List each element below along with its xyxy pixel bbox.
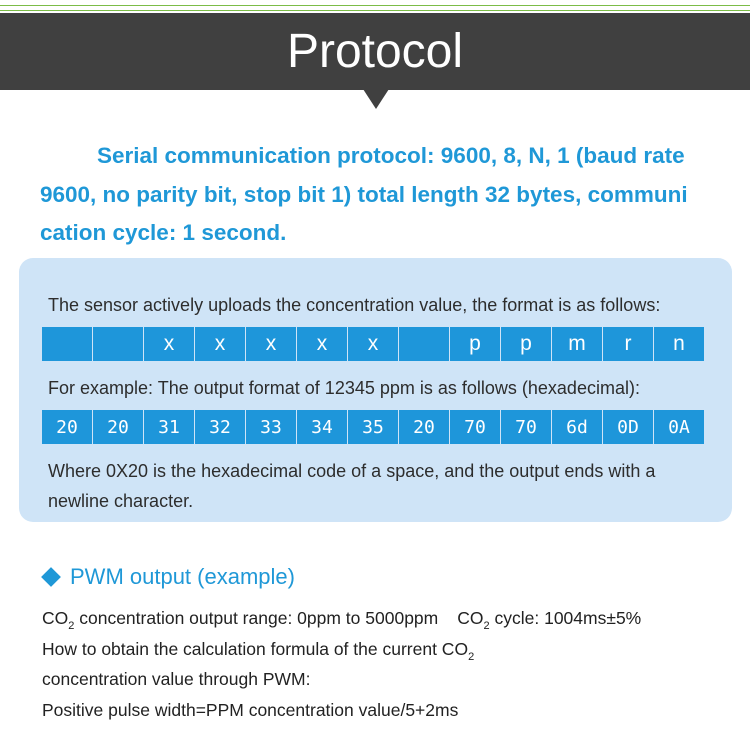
intro-line: 9600, no parity bit, stop bit 1) total length 32 bytes, communi	[40, 181, 688, 207]
cycle-text: cycle: 1004ms±5%	[489, 608, 642, 628]
example-cell: 35	[348, 410, 398, 444]
banner-pointer	[363, 89, 389, 109]
format-cell: p	[501, 327, 551, 361]
page-title: Protocol	[286, 25, 464, 78]
intro-line: cation cycle: 1 second.	[40, 220, 287, 245]
format-cell: x	[144, 327, 194, 361]
example-cell: 0A	[654, 410, 704, 444]
format-cell: p	[450, 327, 500, 361]
co2-subscript: 2	[68, 620, 75, 632]
top-divider-line	[0, 10, 750, 11]
section-title: PWM output (example)	[70, 564, 295, 589]
example-row	[42, 410, 704, 444]
formula-text: How to obtain the calculation formula of the current CO	[42, 639, 469, 659]
format-cell: r	[603, 327, 653, 361]
format-cell: m	[552, 327, 602, 361]
pwm-pulse-line: Positive pulse width=PPM concentration value/5+2ms	[42, 700, 459, 720]
header-banner	[0, 13, 750, 90]
example-cell: 32	[195, 410, 245, 444]
format-cell: x	[348, 327, 398, 361]
example-cell: 0D	[603, 410, 653, 444]
example-cell: 20	[42, 410, 92, 444]
range-text: concentration output range: 0ppm to 5000ppm	[74, 608, 439, 628]
note-text: newline character.	[48, 491, 194, 511]
example-cell: 20	[399, 410, 449, 444]
pwm-formula-line	[42, 639, 475, 663]
format-cell	[42, 327, 92, 361]
example-cell: 6d	[552, 410, 602, 444]
format-cell: x	[195, 327, 245, 361]
example-cell: 70	[450, 410, 500, 444]
pwm-value-line: concentration value through PWM:	[42, 669, 311, 689]
intro-line: Serial communication protocol: 9600, 8, N, 1 (baud rate	[97, 143, 685, 168]
example-cell: 20	[93, 410, 143, 444]
pwm-range-line	[42, 608, 642, 632]
intro-paragraph	[40, 137, 730, 253]
co2-subscript: 2	[468, 651, 475, 663]
format-cell	[93, 327, 143, 361]
example-cell: 33	[246, 410, 296, 444]
example-cell: 31	[144, 410, 194, 444]
note-text: Where 0X20 is the hexadecimal code of a space, and the output ends with a	[48, 461, 656, 481]
example-text: For example: The output format of 12345 ppm is as follows (hexadecimal):	[48, 378, 640, 398]
co-text: CO	[42, 608, 69, 628]
example-cell: 34	[297, 410, 347, 444]
pwm-heading	[40, 564, 295, 590]
format-cell: x	[297, 327, 347, 361]
top-divider-line	[0, 5, 750, 6]
diamond-icon	[41, 567, 61, 587]
format-cell: x	[246, 327, 296, 361]
example-cell: 70	[501, 410, 551, 444]
co-text: CO	[457, 608, 484, 628]
format-cell	[399, 327, 449, 361]
co2-subscript: 2	[483, 620, 490, 632]
format-cell: n	[654, 327, 704, 361]
upload-format-text: The sensor actively uploads the concentration value, the format is as follows:	[48, 295, 661, 315]
format-row	[42, 327, 704, 361]
